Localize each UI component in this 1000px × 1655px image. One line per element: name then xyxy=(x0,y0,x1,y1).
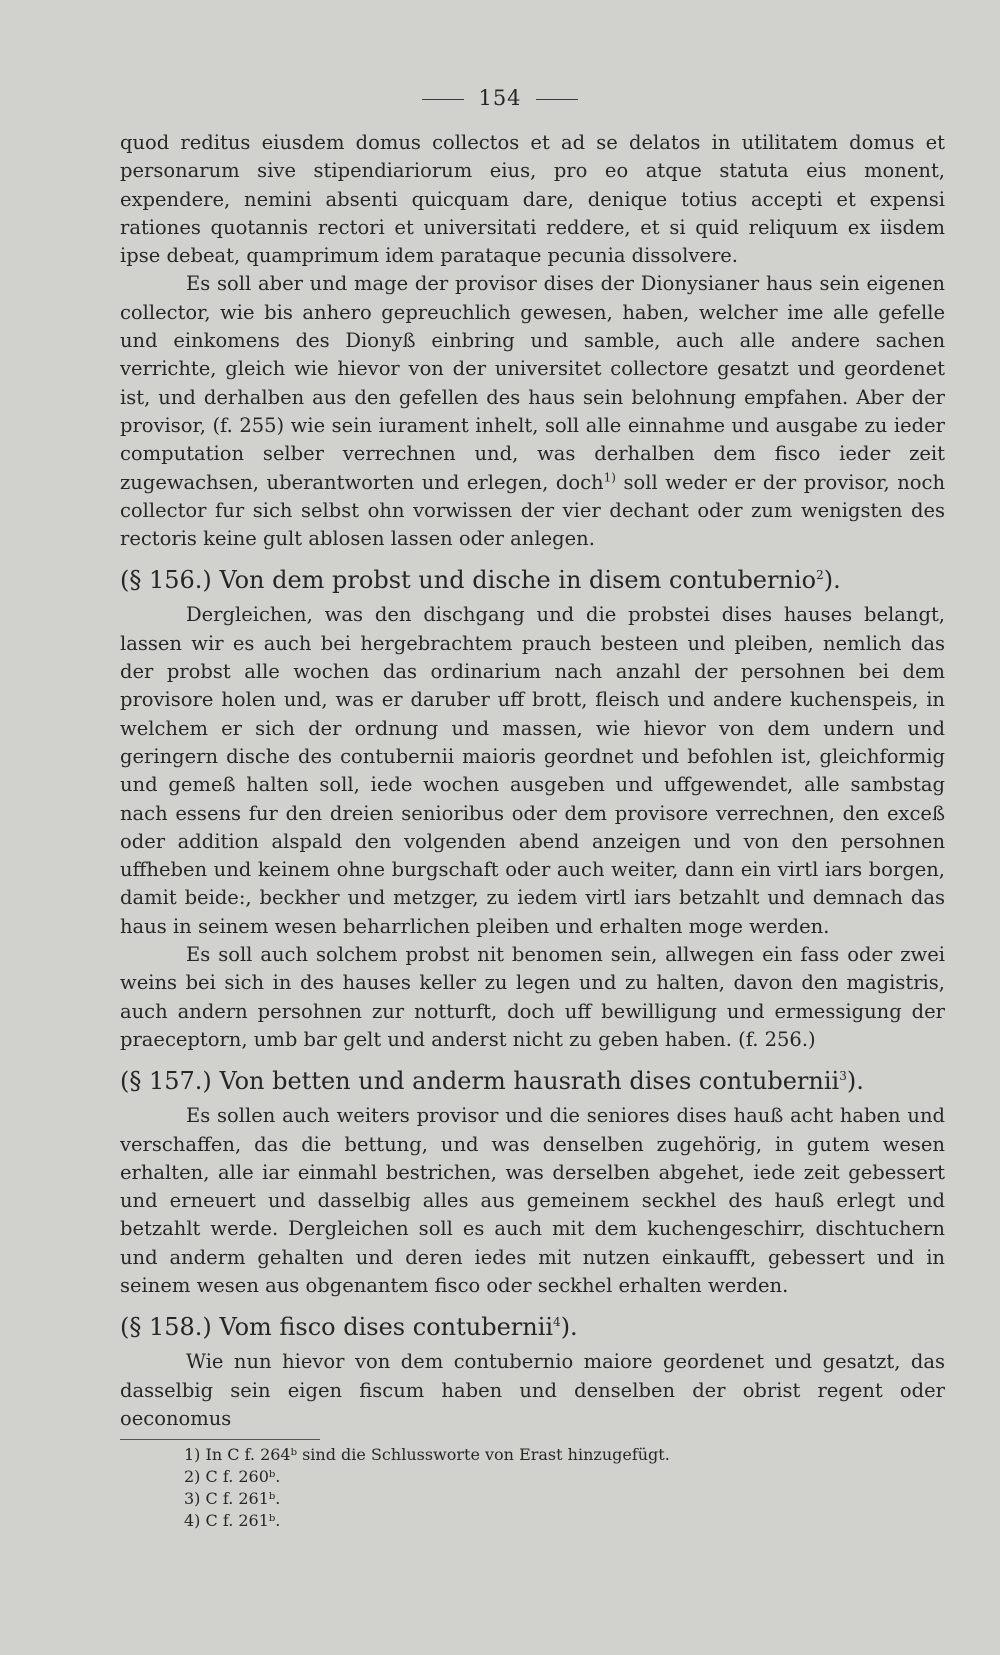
paragraph-2-cont: soll weder er der provisor, noch collector fur sich selbst ohn vorwissen der vier dechant oder zum wenigsten des rectoris keine gult ablosen lassen oder anlegen. xyxy=(120,470,945,551)
footnote-2: 2) C f. 260ᵇ. xyxy=(184,1467,281,1487)
paragraph-2-text: Es soll aber und mage der provisor dises der Dionysianer haus sein eigenen collector, wie bis anhero gepreuchlich gewesen, haben, welcher ime alle gefelle und einkomens des Dionyß einbring und samble, auch alle andere sachen verrichte, gleich wie hievor von der universitet collectore gesatzt und geordenet ist, und derhalben aus den gefellen des haus sein belohnung empfahen. Aber der provisor, (f. 255) wie sein iurament inhelt, soll alle einnahme und ausgabe zu ieder computation selber verrechnen und, was derhalben dem fisco ieder zeit zugewachsen, uberantworten und erlegen, doch xyxy=(120,272,945,494)
footnote-rule xyxy=(120,1439,320,1440)
paragraph-6: Wie nun hievor von dem contubernio maiore geordenet und gesatzt, das dasselbig sein eigen fiscum haben und denselben der obrist regent oder oeconomus xyxy=(120,1350,945,1430)
page-number: 154 xyxy=(478,86,522,110)
footnote-4: 4) C f. 261ᵇ. xyxy=(184,1511,281,1531)
header-dash-right xyxy=(536,99,578,100)
paragraph-5: Es sollen auch weiters provisor und die seniores dises hauß acht haben und verschaffen, das die bettung, und was denselben zugehörig, in gutem wesen erhalten, alle iar einmahl bestrichen, was derselben abgehet, iede zeit gebessert und erneuert und dasselbig alles aus gemeinem seckhel des hauß erlegt und betzahlt werde. Dergleichen soll es auch mit dem kuchengeschirr, dischtuchern und anderm gehalten und deren iedes mit nutzen einkaufft, gebessert und in seinem wesen aus obgenantem fisco oder seckhel erhalten werden. xyxy=(120,1104,945,1297)
footnote-3: 3) C f. 261ᵇ. xyxy=(184,1489,281,1509)
paragraph-3: Dergleichen, was den dischgang und die probstei dises hauses belangt, lassen wir es auch bei hergebrachtem prauch besteen und pleiben, nemlich das der probst alle wochen das ordinarium nach anzahl der persohnen bei dem provisore holen und, was er daruber uff brott, fleisch und andere kuchenspeis, in welchem er sich der ordnung und massen, wie hievor von dem undern und geringern dische des contubernii maioris geordnet und befohlen ist, gleichformig und gemeß halten soll, iede wochen ausgeben und uffgewendet, alle sambstag nach essens fur den dreien senioribus oder dem provisore verrechnen, den exceß oder addition alspald den volgenden abend anzeigen und von den persohnen uffheben und keinem ohne burgschaft oder auch weiter, dann ein virtl iars borgen, damit beide:, beckher und metzger, zu iedem virtl iars betzahlt und demnach das haus in seinem wesen beharrlichen pleiben und erhalten moge werden. xyxy=(120,603,945,938)
footnote-ref-1: 1) xyxy=(603,470,616,485)
paragraph-4: Es soll auch solchem probst nit benomen sein, allwegen ein fass oder zwei weins bei sich in des hauses keller zu legen und zu halten, davon den magistris, auch andern persohnen zur notturft, doch uff bewilligung und ermessigung der praeceptorn, umb bar gelt und anderst nicht zu geben haben. (f. 256.) xyxy=(120,943,945,1051)
paragraph-1: quod reditus eiusdem domus collectos et ad se delatos in utilitatem domus et personarum sive stipendiariorum eius, pro eo atque statuta eius monent, expendere, nemini absenti quicquam dare, denique totius accepti et expensi rationes quotannis rectori et universitati reddere, et si quid reliquum ex iisdem ipse debeat, quamprimum idem parataque pecunia dissolvere. xyxy=(120,131,945,268)
page-body xyxy=(120,129,945,1532)
section-heading-156: (§ 156.) Von dem probst und dische in disem contubernio$^2$). xyxy=(120,566,841,595)
page-header xyxy=(0,86,1000,110)
header-dash-left xyxy=(422,99,464,100)
section-heading-157: (§ 157.) Von betten und anderm hausrath dises contubernii$^3$). xyxy=(120,1067,864,1096)
footnote-1: 1) In C f. 264ᵇ sind die Schlussworte von Erast hinzugefügt. xyxy=(184,1445,670,1465)
section-heading-158: (§ 158.) Vom fisco dises contubernii$^4$). xyxy=(120,1313,578,1342)
paragraph-2 xyxy=(120,270,945,553)
footnotes xyxy=(120,1444,945,1532)
